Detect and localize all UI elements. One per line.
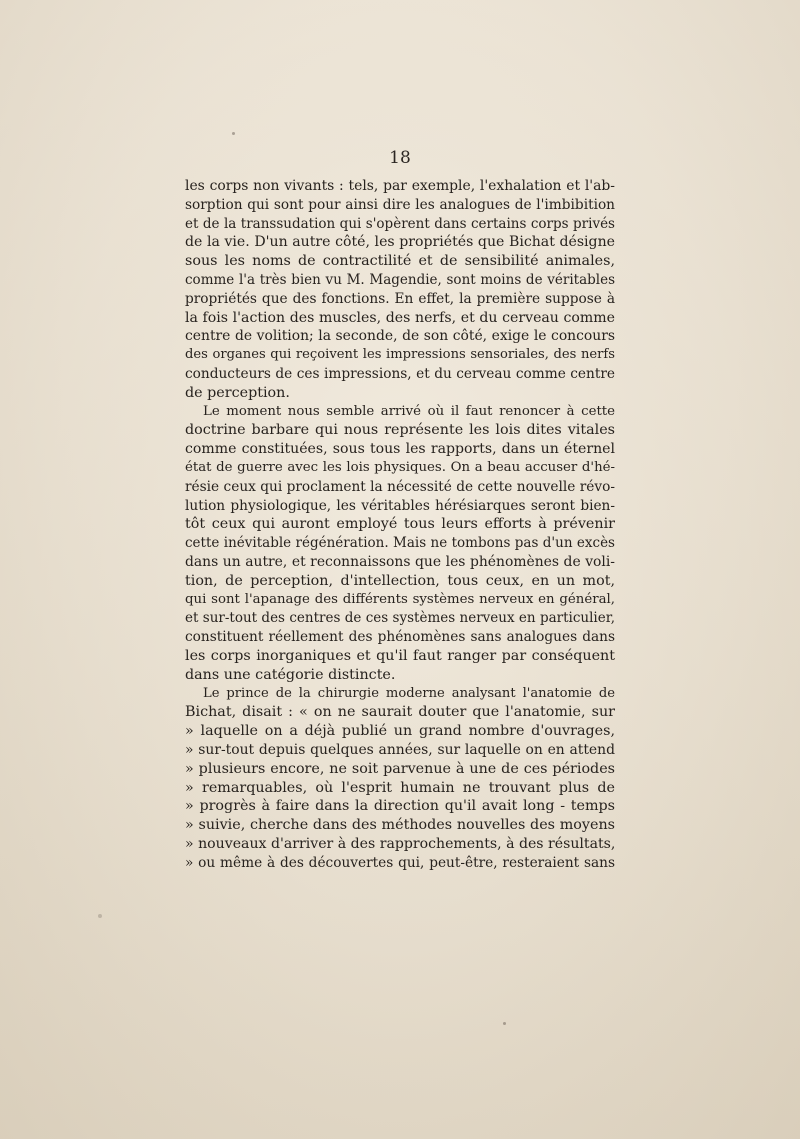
paragraph-3 [185,685,615,873]
paragraph-1 [185,177,615,403]
text-line: constituent réellement des phénomènes sans analogues dans [185,629,615,646]
paragraph-2 [185,403,615,685]
text-line: sous les noms de contractilité et de sensibilité animales, [185,253,615,270]
text-line: comme l'a très bien vu M. Magendie, sont moins de véritables [185,271,615,288]
paper-speck [98,914,102,918]
text-line: qui sont l'apanage des différents systèmes nerveux en général, [185,591,615,607]
text-line: Le moment nous semble arrivé où il faut renoncer à cette [203,403,615,419]
page-number: 18 [389,148,411,168]
text-line: lution physiologique, les véritables hérésiarques seront bien- [185,497,615,514]
text-line: » nouveaux d'arriver à des rapprochements, à des résultats, [185,835,616,852]
text-line: les corps non vivants : tels, par exemple, l'exhalation et l'ab- [185,178,615,194]
text-line: centre de volition; la seconde, de son côté, exige le concours [185,328,615,345]
text-line: comme constituées, sous tous les rapports, dans un éternel [185,441,615,458]
text-line: dans une catégorie distincte. [185,666,396,683]
text-line: de la vie. D'un autre côté, les propriétés que Bichat désigne [185,234,615,251]
text-line: conducteurs de ces impressions, et du cerveau comme centre [185,365,615,382]
text-line: état de guerre avec les lois physiques. On a beau accuser d'hé- [185,459,615,475]
text-line: doctrine barbare qui nous représente les lois dites vitales [185,422,615,439]
text-line: la fois l'action des muscles, des nerfs, et du cerveau comme [185,309,615,326]
text-line: et de la transsudation qui s'opèrent dans certains corps privés [185,215,615,232]
text-line: » plusieurs encore, ne soit parvenue à une de ces périodes [185,760,615,777]
text-line: sorption qui sont pour ainsi dire les analogues de l'imbibition [185,196,615,213]
text-line: » progrès à faire dans la direction qu'il avait long - temps [185,798,615,815]
text-line: » suivie, cherche dans des méthodes nouvelles des moyens [185,817,615,834]
text-line: résie ceux qui proclament la nécessité de cette nouvelle révo- [185,478,615,495]
text-line: Le prince de la chirurgie moderne analysant l'anatomie de [203,685,615,701]
text-line: tôt ceux qui auront employé tous leurs efforts à prévenir [185,516,615,533]
text-line: tion, de perception, d'intellection, tous ceux, en un mot, [185,572,615,589]
text-line: les corps inorganiques et qu'il faut ranger par conséquent [185,647,615,664]
text-line: » remarquables, où l'esprit humain ne trouvant plus de [185,779,615,796]
text-line: propriétés que des fonctions. En effet, la première suppose à [185,290,615,307]
text-line: Bichat, disait : « on ne saurait douter que l'anatomie, sur [185,704,615,721]
body-text [185,177,615,872]
text-line: » ou même à des découvertes qui, peut-être, resteraient sans [185,854,615,871]
paper-speck [503,1022,506,1025]
paper-speck [232,132,235,135]
text-line: de perception. [185,384,290,401]
text-line: dans un autre, et reconnaissons que les phénomènes de voli- [185,553,615,570]
text-line: » sur-tout depuis quelques années, sur laquelle on en attend [185,741,615,758]
text-line: des organes qui reçoivent les impressions sensoriales, des nerfs [185,347,615,363]
text-line: cette inévitable régénération. Mais ne tombons pas d'un excès [185,535,615,552]
text-line: » laquelle on a déjà publié un grand nombre d'ouvrages, [185,723,615,740]
text-line: et sur-tout des centres de ces systèmes nerveux en particulier, [185,610,615,627]
